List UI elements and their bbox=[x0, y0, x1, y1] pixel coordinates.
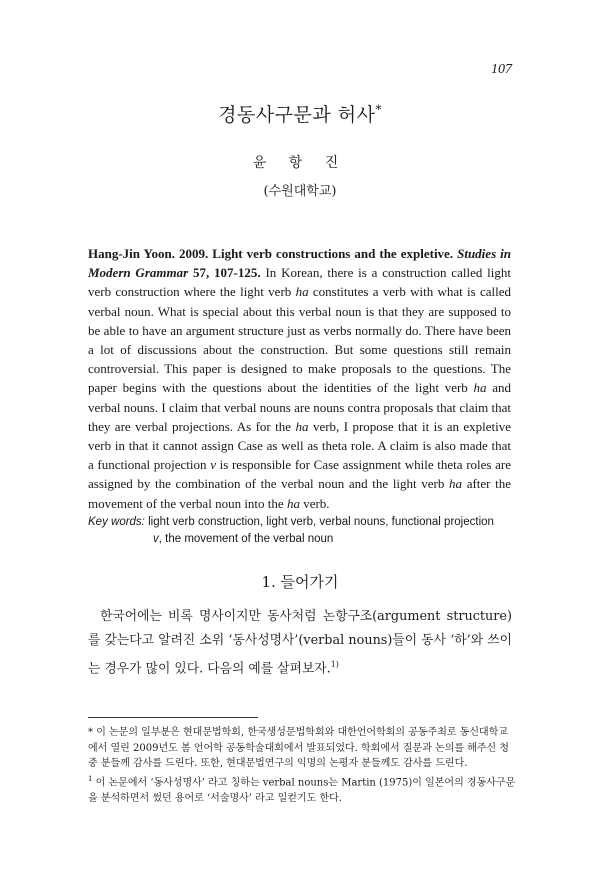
title-footnote-mark: * bbox=[375, 102, 382, 117]
abstract-text-7: verb. bbox=[303, 495, 330, 511]
abstract-text-1: In Korean, there is a construction called light verb construction where the light verb bbox=[88, 265, 511, 300]
footnote-star-mark: * bbox=[88, 727, 93, 738]
keywords-list-2: , the movement of the verbal noun bbox=[158, 533, 334, 545]
body-paragraph bbox=[88, 605, 512, 681]
keywords bbox=[88, 514, 518, 548]
footnotes bbox=[88, 725, 516, 806]
footnote-star bbox=[88, 725, 516, 772]
footnote-1 bbox=[88, 772, 516, 807]
footnote-star-text: 이 논문의 일부분은 현대문법학회, 한국생성문법학회와 대한언어학회의 공동주최로 동신대학교에서 열린 2009년도 봄 언어학 공동학술대회에서 발표되었다. 학회에서 질문과 논의를 해주신 청중 분들께 감사를 드린다. 또한, 현대문법연구의 익명의 논평자 분들께도 감사를 드린다. bbox=[88, 727, 510, 770]
abstract-text-5: is responsible for Case assignment while theta roles are assigned by the combination of the verbal noun and the light verb bbox=[88, 457, 512, 492]
title-text: 경동사구문과 허사 bbox=[218, 104, 376, 126]
keywords-v: v bbox=[153, 533, 159, 545]
abstract bbox=[88, 244, 511, 513]
footnote-1-mark: 1 bbox=[88, 774, 93, 783]
paragraph-text: 한국어에는 비록 명사이지만 동사처럼 논항구조(argument structure)를 갖는다고 알려진 소위 ‘동사성명사’(verbal nouns)들이 동사 ‘하’와 쓰이는 경우가 많이 있다. 다음의 예를 살펴보자. bbox=[88, 609, 512, 677]
footnote-ref-1: 1) bbox=[330, 660, 339, 669]
abstract-text-3: and verbal nouns. I claim that verbal nouns are nouns contra proposals that claim that they are verbal projections. As for the bbox=[88, 380, 512, 434]
section-heading: 1. 들어가기 bbox=[261, 573, 339, 591]
abstract-ha-1: ha bbox=[295, 284, 309, 300]
abstract-ha-3: ha bbox=[295, 418, 309, 434]
abstract-volume: 57, 107-125. bbox=[192, 265, 261, 281]
abstract-v: v bbox=[210, 457, 216, 473]
abstract-text-2: constitutes a verb with what is called verbal noun. What is special about this verbal noun is that they are supposed to be able to have an argument structure just as verbs normally do. There have been a lot of discussions about the construction. But some questions still remain controversial. This paper is designed to make proposals to the questions. The paper begins with the questions about the identities of the light verb bbox=[88, 284, 512, 396]
abstract-citation: Hang-Jin Yoon. 2009. Light verb constructions and the expletive. bbox=[88, 246, 454, 261]
abstract-text-4: verb, I propose that it is an expletive verb in that it cannot assign Case as well as theta role. A claim is also made that a functional projection bbox=[88, 418, 512, 473]
keywords-line-2 bbox=[88, 531, 518, 548]
author-affiliation: (수원대학교) bbox=[263, 184, 337, 199]
footnote-1-text: 이 논문에서 ‘동사성명사’ 라고 칭하는 verbal nouns는 Martin (1975)이 일본어의 경동사구문을 분석하면서 썼던 용어로 ‘서술명사’ 라고 일컫기도 한다. bbox=[88, 777, 516, 804]
abstract-ha-5: ha bbox=[286, 495, 300, 511]
author-name: 윤 항 진 bbox=[252, 155, 348, 171]
keywords-label: Key words: bbox=[88, 516, 145, 528]
abstract-ha-2: ha bbox=[473, 380, 487, 396]
abstract-ha-4: ha bbox=[449, 476, 463, 492]
paper-title bbox=[0, 100, 600, 127]
page-number: 107 bbox=[491, 62, 512, 77]
keywords-list-1: light verb construction, light verb, verbal nouns, functional projection bbox=[148, 516, 494, 528]
footnote-divider bbox=[88, 717, 258, 718]
keywords-line-1 bbox=[88, 514, 518, 531]
abstract-journal: Studies in Modern Grammar bbox=[88, 246, 511, 281]
abstract-text-6: after the movement of the verbal noun into the bbox=[88, 476, 512, 511]
